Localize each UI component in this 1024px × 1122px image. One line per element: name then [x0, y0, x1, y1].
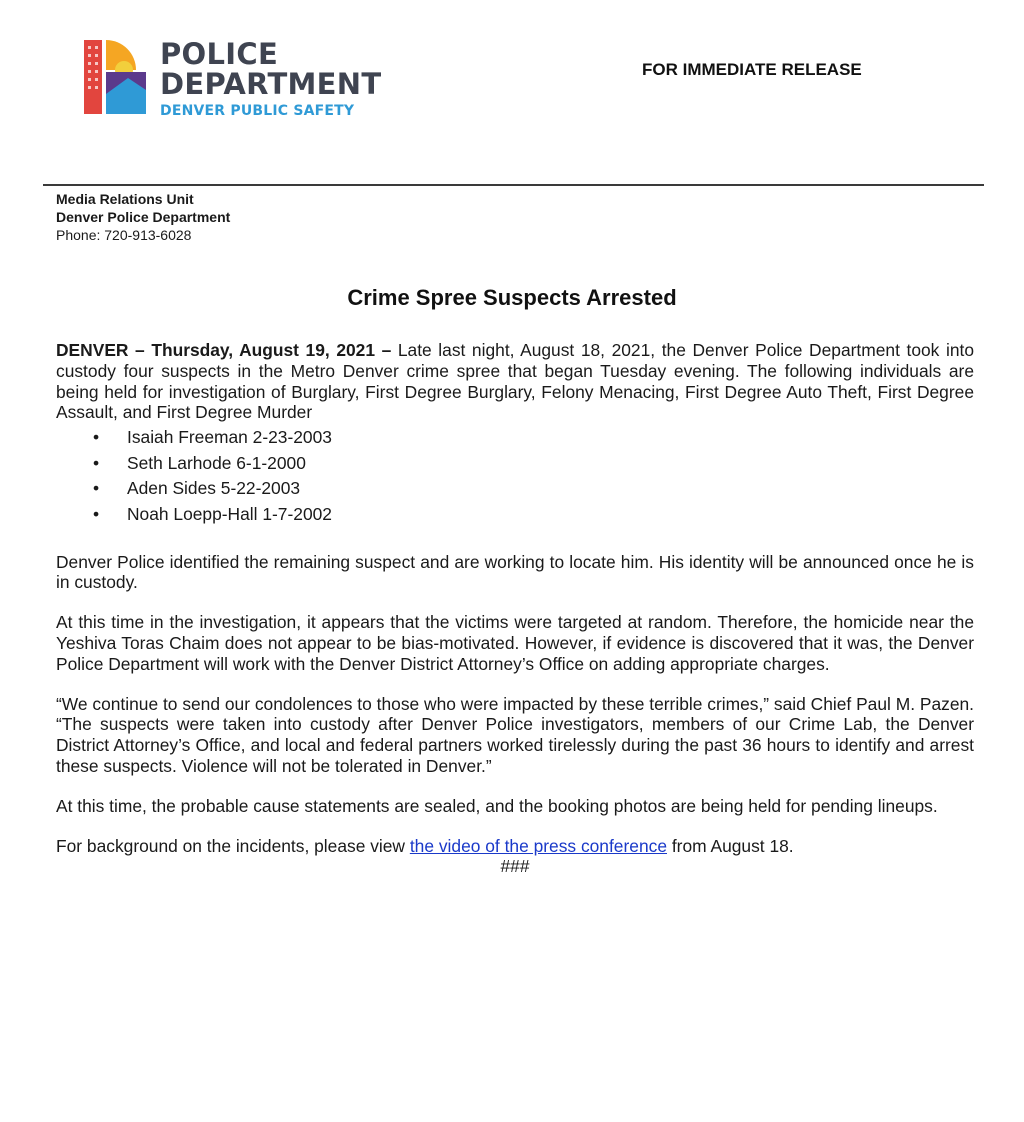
list-item: • Isaiah Freeman 2-23-2003	[127, 425, 974, 451]
paragraph-investigation: At this time in the investigation, it appears that the victims were targeted at random. Therefore, the homicide near the Yeshiva Toras Chaim does not appear to be bias-motivated. However, if evidence is discovered that it was, the Denver Police Department will work with the Denver District Attorney’s Office on adding appropriate charges.	[56, 612, 974, 674]
police-logo	[84, 38, 381, 120]
list-item: • Aden Sides 5-22-2003	[127, 476, 974, 502]
press-conference-video-link[interactable]: the video of the press conference	[409, 835, 667, 856]
list-item: • Noah Loepp-Hall 1-7-2002	[127, 502, 974, 528]
dateline: DENVER – Thursday, August 19, 2021 –	[56, 340, 392, 360]
denver-city-logo-icon	[84, 38, 150, 118]
paragraph-background	[56, 836, 974, 857]
paragraph-sealed-statements: At this time, the probable cause statements are sealed, and the booking photos are being held for pending lineups.	[56, 795, 938, 816]
page-title: Crime Spree Suspects Arrested	[347, 285, 677, 310]
intro-paragraph	[56, 340, 974, 423]
list-item: • Seth Larhode 6-1-2000	[127, 451, 974, 477]
intro-text: Late last night, August 18, 2021, the Denver Police Department took into custody four suspects in the Metro Denver crime spree that began Tuesday evening. The following individuals are being held for investigation of Burglary, First Degree Burglary, Felony Menacing, First Degree Auto Theft, First Degree Assault, and First Degree Murder	[56, 340, 974, 423]
contact-phone: Phone: 720-913-6028	[56, 227, 192, 243]
end-mark: ###	[500, 856, 530, 877]
logo-subtitle-text: DENVER PUBLIC SAFETY	[160, 103, 355, 119]
press-release-body	[56, 340, 974, 877]
paragraph-chief-quote: “We continue to send our condolences to those who were impacted by these terrible crimes,” said Chief Paul M. Pazen. “The suspects were taken into custody after Denver Police investigators, members of our Crime Lab, the Denver District Attorney’s Office, and local and federal partners worked tirelessly during the past 36 hours to identify and arrest these suspects. Violence will not be tolerated in Denver.”	[56, 693, 974, 776]
header-divider	[43, 184, 984, 186]
logo-police-text: POLICE	[160, 37, 279, 71]
paragraph-remaining-suspect: Denver Police identified the remaining suspect and are working to locate him. His identity will be announced once he is in custody.	[56, 551, 974, 593]
release-label: FOR IMMEDIATE RELEASE	[642, 60, 862, 79]
background-text-before: For background on the incidents, please view	[56, 835, 410, 856]
suspect-list	[56, 425, 974, 527]
logo-department-text: DEPARTMENT	[160, 67, 382, 101]
contact-unit: Media Relations Unit	[56, 191, 194, 207]
contact-block	[56, 190, 230, 244]
contact-department: Denver Police Department	[56, 209, 231, 225]
background-text-after: from August 18.	[667, 835, 794, 856]
